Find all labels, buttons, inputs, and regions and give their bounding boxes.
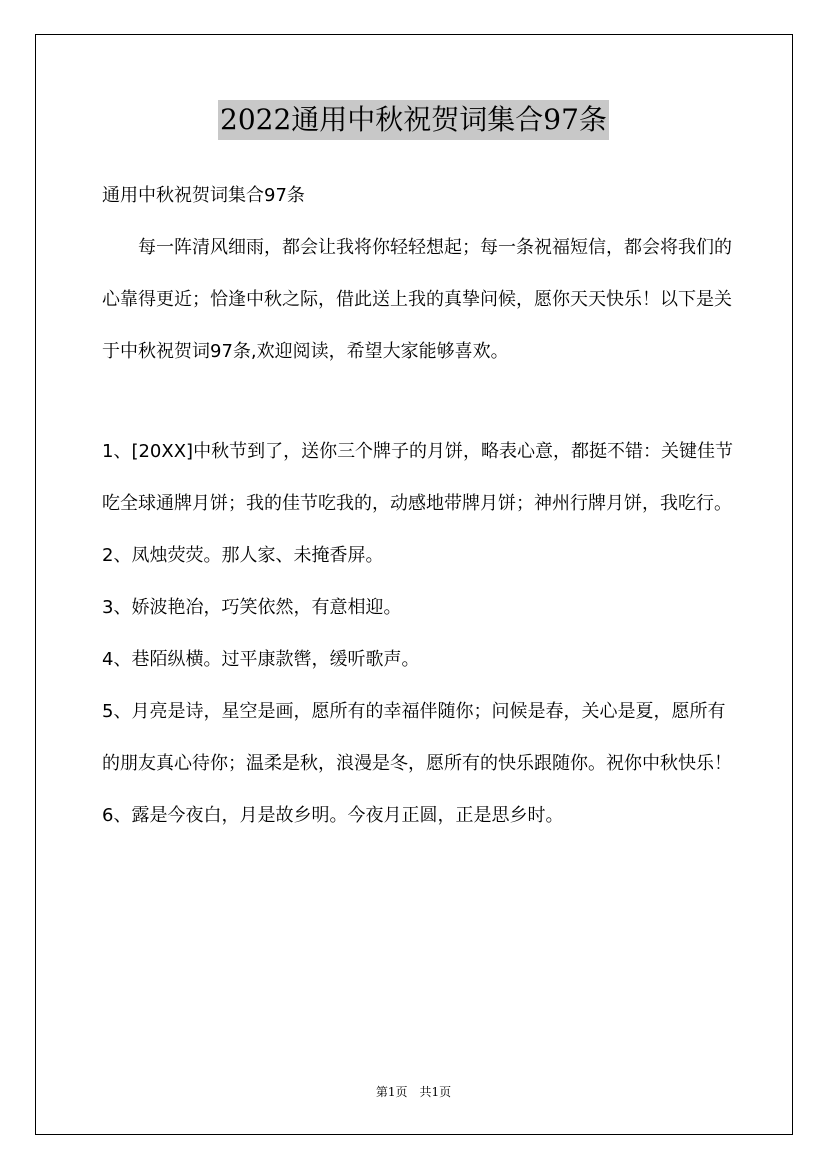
list-item: 2、凤烛荧荧。那人家、未掩香屏。: [102, 545, 384, 566]
list-item: 5、月亮是诗，星空是画，愿所有的幸福伴随你；问候是春，关心是夏，愿所有的朋友真心待你；温柔是秋，浪漫是冬，愿所有的快乐跟随你。祝你中秋快乐！: [102, 701, 732, 774]
intro-paragraph: 每一阵清风细雨，都会让我将你轻轻想起；每一条祝福短信，都会将我们的心靠得更近；恰逢中秋之际，借此送上我的真挚问候，愿你天天快乐！以下是关于中秋祝贺词97条,欢迎阅读，希望大家能够喜欢。: [102, 237, 732, 362]
page-footer: 第1页 共1页: [375, 1085, 452, 1099]
list-item: 6、露是今夜白，月是故乡明。今夜月正圆，正是思乡时。: [102, 805, 564, 826]
list-item: 1、[20XX]中秋节到了，送你三个牌子的月饼，略表心意，都挺不错：关键佳节吃全球通牌月饼；我的佳节吃我的，动感地带牌月饼；神州行牌月饼，我吃行。: [102, 441, 734, 514]
paragraph-spacer: [102, 378, 742, 426]
list-item: 3、娇波艳冶，巧笑依然，有意相迎。: [102, 597, 402, 618]
document-subtitle: 通用中秋祝贺词集合97条: [102, 185, 305, 206]
list-item: 4、巷陌纵横。过平康款辔，缓听歌声。: [102, 649, 420, 670]
title-container: [0, 100, 827, 140]
document-title: 2022通用中秋祝贺词集合97条: [218, 100, 609, 140]
document-body: [102, 170, 742, 842]
